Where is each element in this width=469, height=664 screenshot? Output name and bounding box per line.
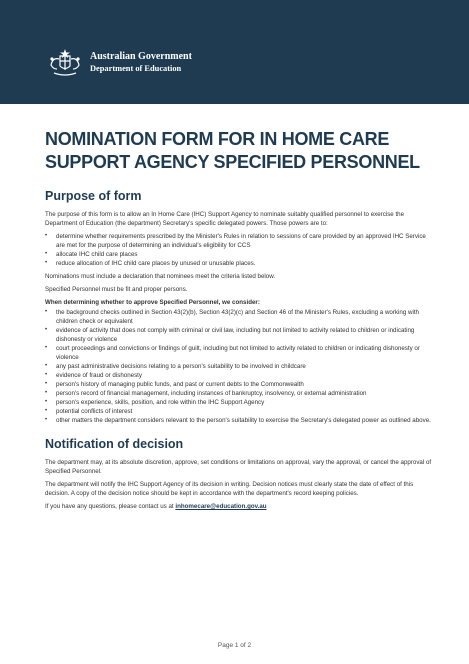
notification-heading: Notification of decision <box>45 437 184 451</box>
list-item: • the background checks outlined in Section 43(2)(b), Section 43(2)(c) and Section 46 of the Minister's Rules, excluding a working with children check or equivalent <box>56 308 435 326</box>
list-item: • person's record of financial management, including instances of bankruptcy, insolvency, or external administration <box>56 389 435 398</box>
consider-heading: When determining whether to approve Specified Personnel, we consider: <box>45 299 260 306</box>
title-line-1: NOMINATION FORM FOR IN HOME CARE <box>45 129 390 149</box>
declaration-text: Nominations must include a declaration that nominees meet the criteria listed below. <box>45 273 276 280</box>
powers-list <box>45 232 435 268</box>
contact-email-link[interactable]: inhomecare@education.gov.au <box>175 503 267 510</box>
considerations-list <box>45 308 435 425</box>
list-item: • allocate IHC child care places <box>56 250 435 259</box>
government-logo-text <box>90 51 192 74</box>
department-name: Department of Education <box>90 64 182 73</box>
list-item: • court proceedings and convictions or findings of guilt, including but not limited to activity related to children or indicating dishonesty or violence <box>56 344 435 362</box>
page-number: Page 1 of 2 <box>217 642 252 649</box>
list-item: • other matters the department considers relevant to the person's suitability to exercise the Secretary's delegated power as outlined above. <box>56 416 435 425</box>
contact-prefix: If you have any questions, please contact us at <box>45 503 176 510</box>
title-line-2: SUPPORT AGENCY SPECIFIED PERSONNEL <box>45 152 420 172</box>
list-item: • potential conflicts of interest <box>56 407 435 416</box>
list-item: • evidence of activity that does not comply with criminal or civil law, including but not limited to activity related to children or indicating dishonesty or violence <box>56 326 435 344</box>
purpose-heading: Purpose of form <box>45 189 142 203</box>
government-name: Australian Government <box>90 51 192 62</box>
list-item: • reduce allocation of IHC child care places by unused or unusable places. <box>56 259 435 268</box>
notification-para-2: The department will notify the IHC Support Agency of its decision in writing. Decision notices must clearly state the date of effect of this decision. A copy of the decision notice should be kept in accordance with the department's record keeping policies. <box>45 481 414 497</box>
list-item: • evidence of fraud or dishonesty <box>56 371 435 380</box>
contact-line <box>45 502 435 511</box>
list-item: • person's history of managing public funds, and past or current debts to the Commonwealth <box>56 380 435 389</box>
header-banner <box>0 0 469 104</box>
list-item: • person's experience, skills, position, and role within the IHC Support Agency <box>56 398 435 407</box>
purpose-intro: The purpose of this form is to allow an In Home Care (IHC) Support Agency to nominate suitably qualified personnel to exercise the Department of Education (the department) Secretary's specific delegated powers. Those powers are to: <box>45 211 405 227</box>
notification-para-1: The department may, at its absolute discretion, approve, set conditions or limitations on approval, vary the approval, or cancel the approval of Specified Personnel. <box>45 459 432 475</box>
list-item: • determine whether requirements prescribed by the Minister's Rules in relation to sessions of care provided by an approved IHC Service are met for the purpose of determining an individual's eligibility for CCS <box>56 232 435 250</box>
coat-of-arms-icon <box>46 47 84 79</box>
document-body <box>45 128 435 515</box>
list-item: • any past administrative decisions relating to a person's suitability to be involved in childcare <box>56 362 435 371</box>
fit-proper-text: Specified Personnel must be fit and proper persons. <box>45 286 188 293</box>
page-title <box>45 128 435 174</box>
